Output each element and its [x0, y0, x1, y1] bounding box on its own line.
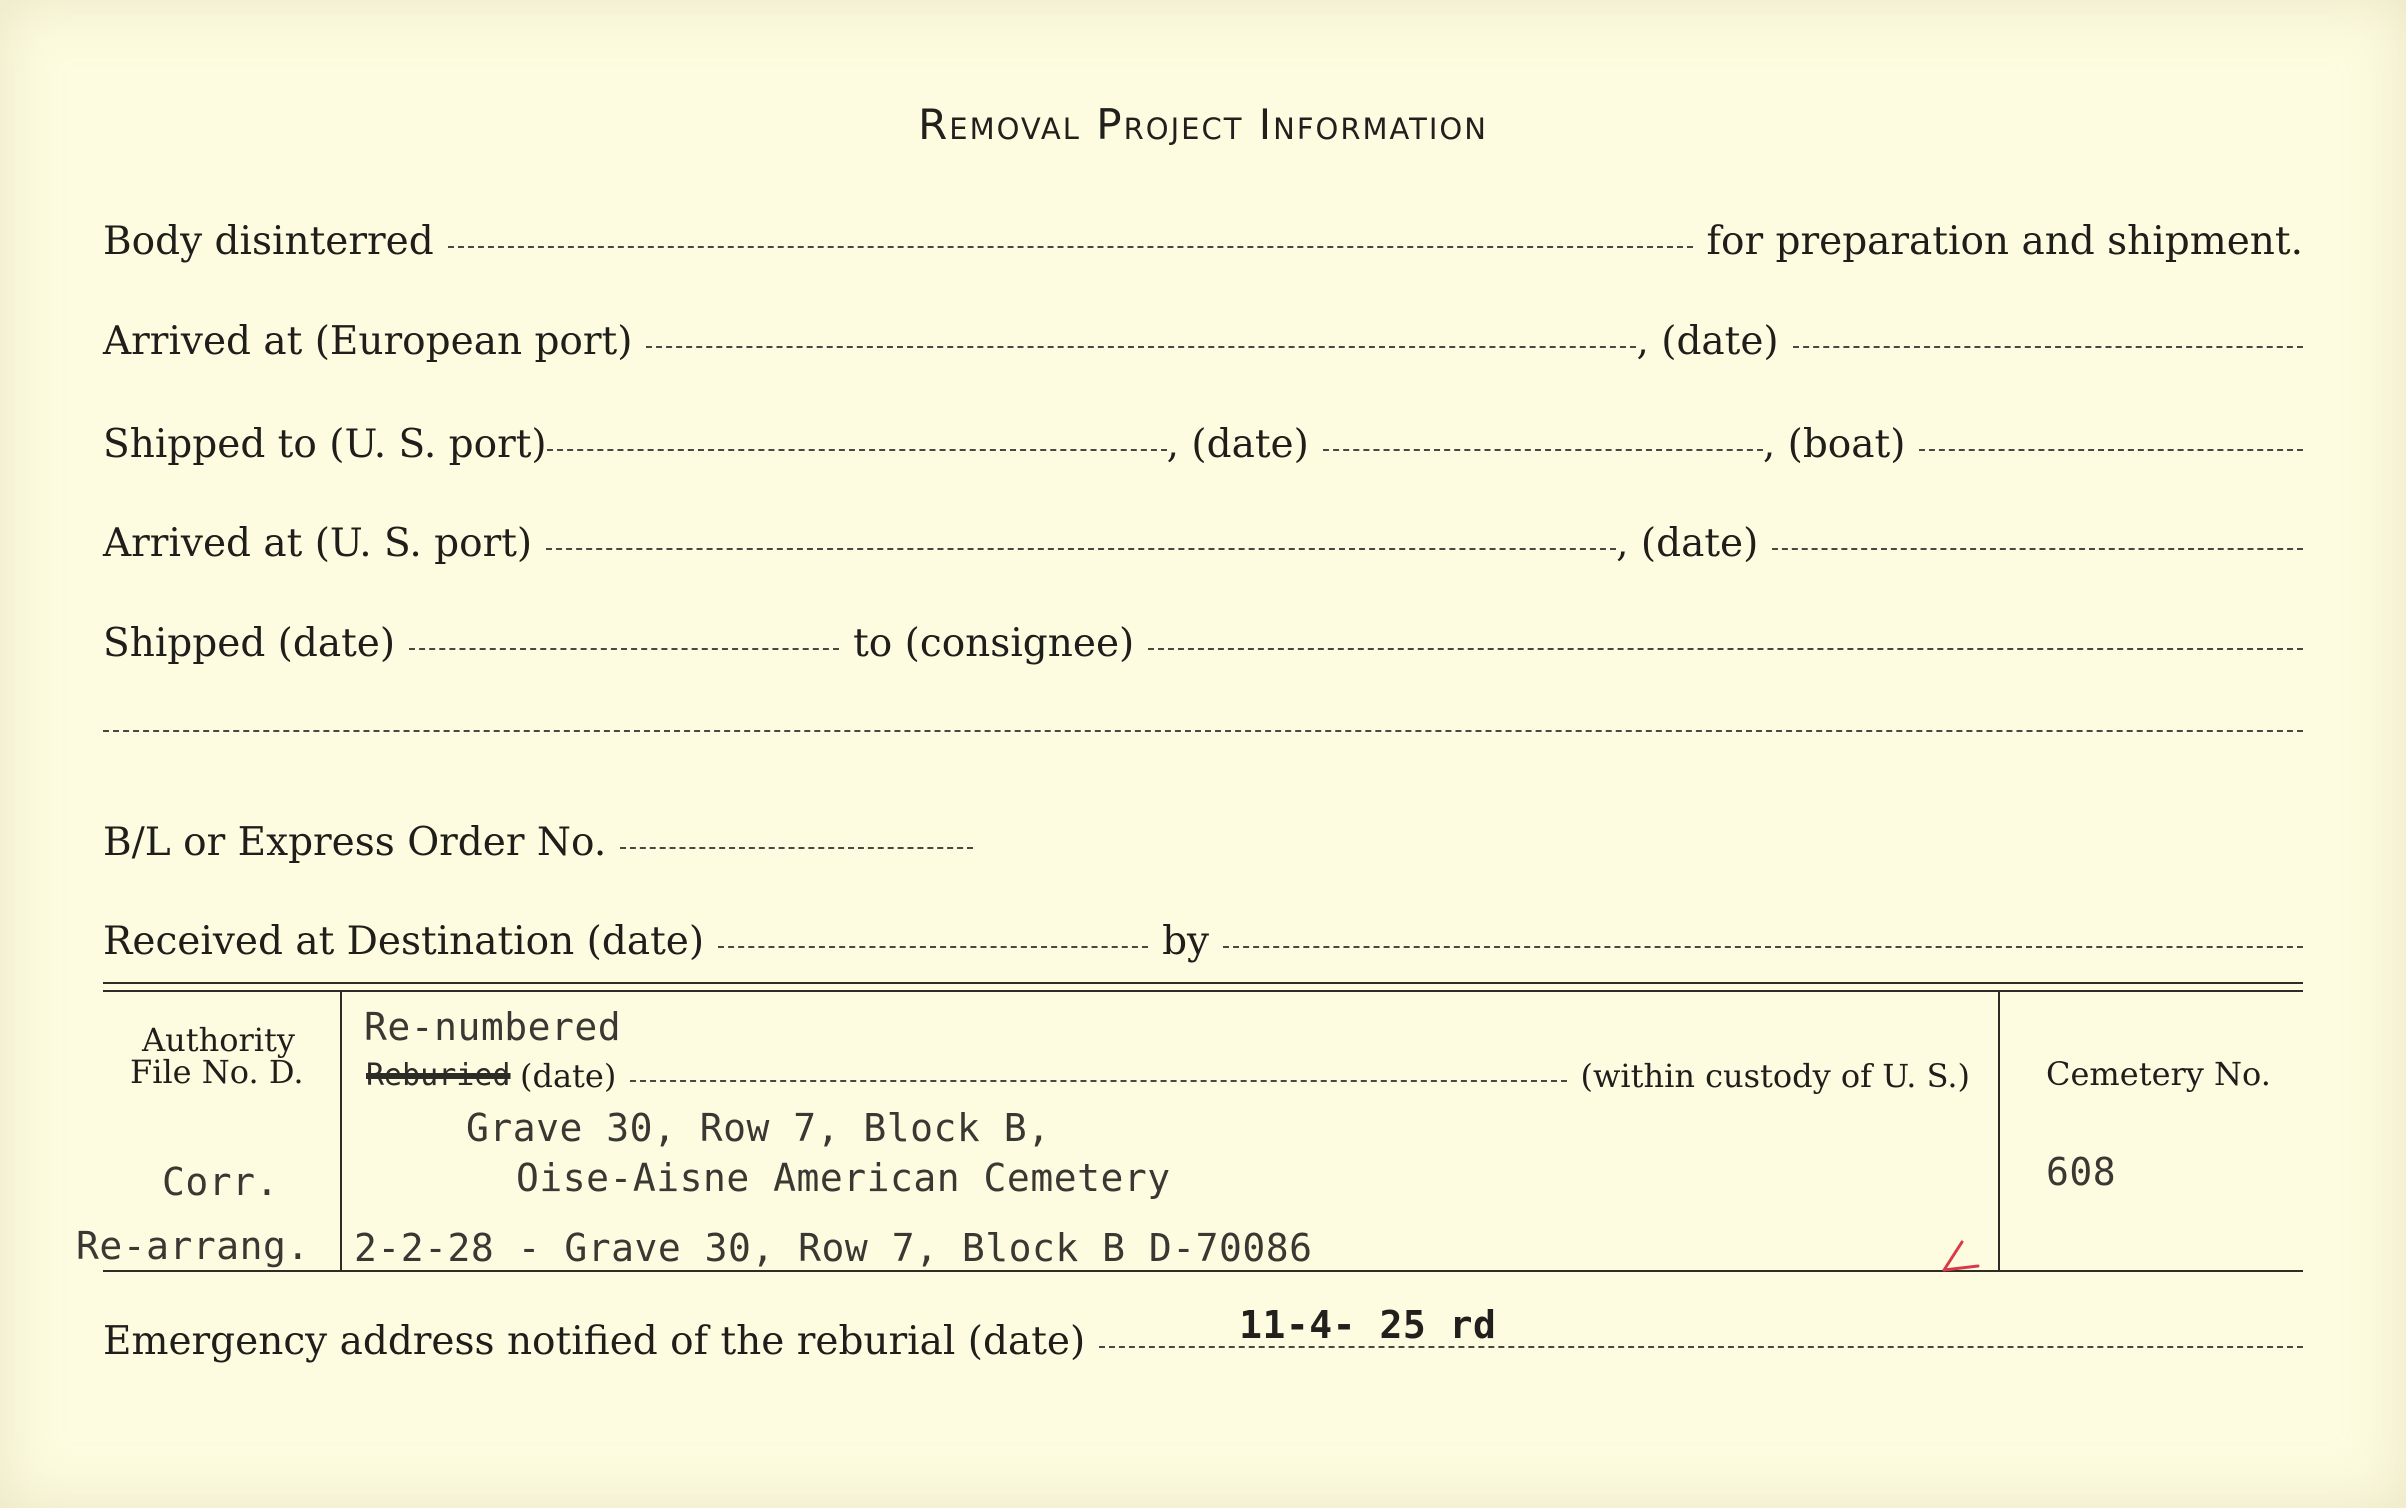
shipped-us-port-field[interactable]	[547, 449, 1167, 451]
box-divider-left	[340, 992, 342, 1270]
corr-label: Corr.	[162, 1160, 279, 1204]
received-by-field[interactable]	[1223, 946, 2303, 948]
row-shipped-date	[103, 621, 2303, 666]
row-body-disinterred	[103, 219, 2303, 264]
received-label: Received at Destination (date)	[103, 919, 705, 964]
row-arrived-us	[103, 521, 2303, 566]
shipped-date-label: Shipped (date)	[103, 621, 396, 666]
authority-label: Authority	[142, 1021, 295, 1059]
reburied-date-label: (date)	[520, 1057, 617, 1095]
shipped-date-field[interactable]	[409, 648, 839, 650]
row-bl-express	[103, 820, 973, 865]
body-disinterred-field[interactable]	[448, 246, 1693, 248]
shipped-us-boat-label: , (boat)	[1762, 422, 1906, 467]
row-consignee-continued	[103, 730, 2303, 732]
card-title: Removal Project Information	[918, 100, 1488, 149]
consignee-field[interactable]	[1148, 648, 2303, 650]
arrived-european-date-label: , (date)	[1636, 319, 1779, 364]
rearrang-value: 2-2-28 - Grave 30, Row 7, Block B D-70086	[354, 1226, 1313, 1270]
body-disinterred-suffix: for preparation and shipment.	[1706, 219, 2303, 264]
body-disinterred-label: Body disinterred	[103, 219, 434, 264]
emergency-label: Emergency address notified of the reburial (date)	[103, 1319, 1086, 1364]
check-mark-icon	[1936, 1236, 1986, 1276]
renumbered-text: Re-numbered	[364, 1005, 622, 1049]
received-by-label: by	[1162, 919, 1210, 964]
received-date-field[interactable]	[718, 946, 1148, 948]
grave-line-2: Oise-Aisne American Cemetery	[516, 1156, 1171, 1200]
emergency-date-field[interactable]	[1099, 1303, 2303, 1348]
row-emergency	[103, 1303, 2303, 1364]
grave-line-1: Grave 30, Row 7, Block B,	[466, 1106, 1051, 1150]
bl-express-field[interactable]	[620, 847, 973, 849]
row-shipped-us	[103, 422, 2303, 467]
box-top-rule-1	[103, 982, 2303, 984]
box-divider-right	[1998, 992, 2000, 1270]
row-arrived-european	[103, 319, 2303, 364]
cemetery-no-label: Cemetery No.	[2046, 1055, 2271, 1093]
arrived-european-date-field[interactable]	[1793, 346, 2303, 348]
bl-express-label: B/L or Express Order No.	[103, 820, 607, 865]
custody-label: (within custody of U. S.)	[1580, 1057, 1970, 1095]
arrived-us-date-label: , (date)	[1616, 521, 1759, 566]
consignee-label: to (consignee)	[853, 621, 1135, 666]
shipped-us-label: Shipped to (U. S. port)	[103, 422, 547, 467]
box-top-rule-2	[103, 990, 2303, 992]
reburied-date-field[interactable]	[630, 1080, 1566, 1082]
arrived-us-port-field[interactable]	[546, 548, 1616, 550]
shipped-us-date-field[interactable]	[1323, 449, 1763, 451]
file-no-label: File No. D.	[130, 1053, 304, 1091]
arrived-european-label: Arrived at (European port)	[103, 319, 633, 364]
consignee-continued-field[interactable]	[103, 730, 2303, 732]
row-received	[103, 919, 2303, 964]
rearrang-label: Re-arrang.	[76, 1224, 310, 1268]
reburied-struck-text: Reburied	[366, 1058, 511, 1093]
shipped-us-date-label: , (date)	[1166, 422, 1309, 467]
arrived-european-port-field[interactable]	[646, 346, 1636, 348]
arrived-us-date-field[interactable]	[1772, 548, 2303, 550]
shipped-us-boat-field[interactable]	[1919, 449, 2303, 451]
cemetery-no-value: 608	[2046, 1150, 2117, 1194]
emergency-date-value: 11-4- 25 rd	[1239, 1303, 1497, 1347]
row-reburied-date	[520, 1057, 1970, 1095]
arrived-us-label: Arrived at (U. S. port)	[103, 521, 533, 566]
